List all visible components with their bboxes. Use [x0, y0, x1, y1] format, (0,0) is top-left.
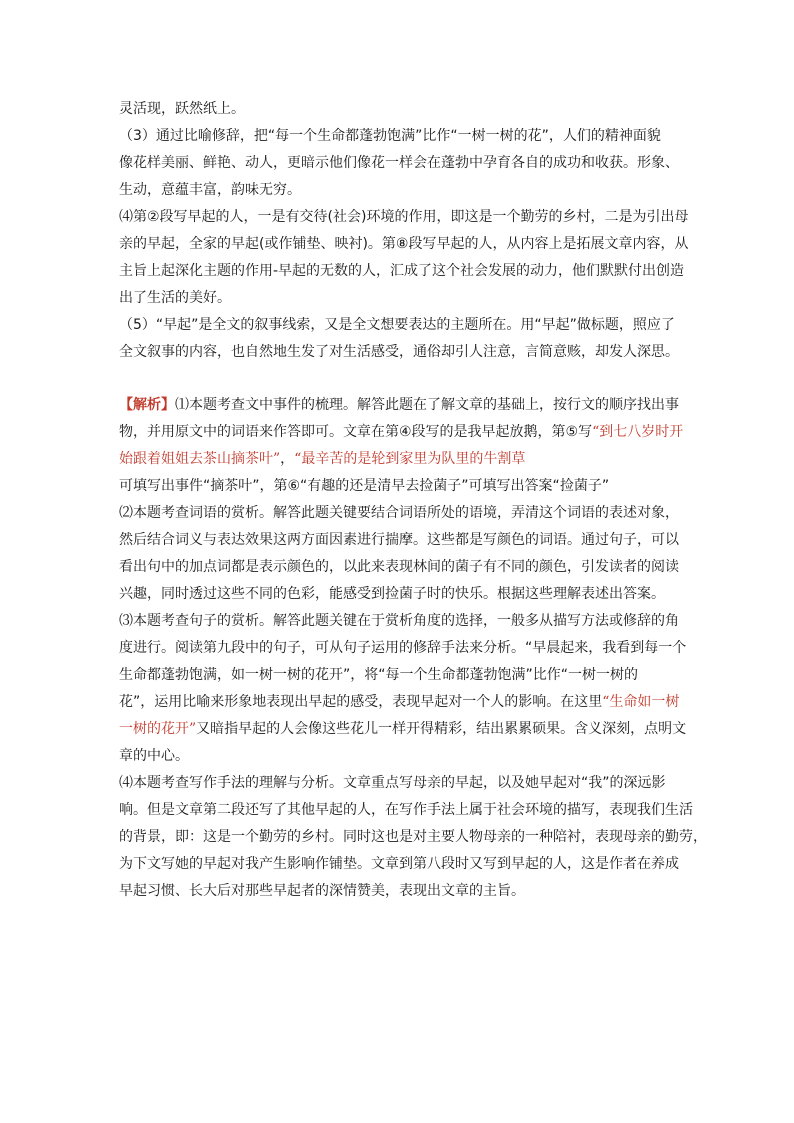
analysis-line-10: 度进行。阅读第九段中的句子，可从句子运用的修辞手法来分析。“早晨起来，我看到每一个 — [119, 640, 687, 656]
analysis-line-4: 可填写出事件“摘茶叶”，第⑥“有趣的还是清早去捡菌子”可填写出答案“捡菌子” — [119, 478, 610, 494]
analysis-line-17: 的背景，即：这是一个勤劳的乡村。同时这也是对主要人物母亲的一种陪衬，表现母亲的勤劳， — [119, 829, 707, 845]
quote-red-4: “生命如一树 — [602, 694, 680, 710]
answer-line-7: 主旨上起深化主题的作用-早起的无数的人，汇成了这个社会发展的动力，他们默默付出创造 — [119, 263, 685, 279]
analysis-line-18: 为下文写她的早起对我产生影响作铺垫。文章到第八段时又写到早起的人，这是作者在养成 — [119, 856, 679, 872]
analysis-line-14: 章的中心。 — [119, 748, 189, 764]
answer-line-3: 像花样美丽、鲜艳、动人，更暗示他们像花一样会在蓬勃中孕育各自的成功和收获。形象、 — [119, 155, 679, 171]
analysis-line-3-comma: ， — [280, 451, 295, 467]
answer-line-9: （5）“早起”是全文的叙事线索，又是全文想要表达的主题所在。用“早起”做标题，照应了 — [119, 317, 675, 333]
analysis-line-12-text: 花”，运用比喻来形象地表现出早起的感受，表现早起对一个人的影响。在这里 — [119, 694, 603, 710]
analysis-label: 【解析】 — [119, 397, 175, 413]
quote-red-3: “最辛苦的是轮到家里为队里的牛割草 — [294, 451, 526, 467]
analysis-line-13-text: 又暗指早起的人会像这些花儿一样开得精彩，结出累累硕果。含义深刻，点明文 — [196, 721, 687, 737]
analysis-line-8: 兴趣，同时透过这些不同的色彩，能感受到捡菌子时的快乐。根据这些理解表述出答案。 — [119, 586, 665, 602]
analysis-line-1 — [119, 392, 679, 419]
answer-line-6: 亲的早起，全家的早起(或作铺垫、映衬)。第⑧段写早起的人，从内容上是拓展文章内容，从 — [119, 236, 689, 252]
analysis-line-1-text: ⑴本题考查文中事件的梳理。解答此题在了解文章的基础上，按行文的顺序找出事 — [175, 397, 679, 413]
document-content — [119, 96, 707, 905]
analysis-line-2-text: 物，并用原文中的词语来作答即可。文章在第④段写的是我早起放鹅，第⑤写 — [119, 424, 593, 440]
answer-line-4: 生动，意蕴丰富，韵味无穷。 — [119, 182, 301, 198]
answer-line-5: ⑷第②段写早起的人，一是有交待(社会)环境的作用，即这是一个勤劳的乡村，二是为引出母 — [119, 209, 689, 225]
analysis-line-16: 响。但是文章第二段还写了其他早起的人，在写作手法上属于社会环境的描写，表现我们生活 — [119, 802, 693, 818]
quote-red-1: “到七八岁时开 — [592, 424, 684, 440]
analysis-line-9: ⑶本题考查句子的赏析。解答此题关键在于赏析角度的选择，一般多从描写方法或修辞的角 — [119, 613, 679, 629]
analysis-line-6: 然后结合词义与表达效果这两方面因素进行揣摩。这些都是写颜色的词语。通过句子，可以 — [119, 532, 679, 548]
analysis-line-13 — [119, 716, 687, 743]
analysis-line-5: ⑵本题考查词语的赏析。解答此题关键要结合词语所处的语境，弄清这个词语的表述对象， — [119, 505, 679, 521]
analysis-line-12 — [119, 689, 679, 716]
answer-line-8: 出了生活的美好。 — [119, 290, 231, 306]
answer-line-2: （3）通过比喻修辞，把“每一个生命都蓬勃饱满”比作“一树一树的花”，人们的精神面貌 — [119, 128, 661, 144]
quote-red-2: 始跟着姐姐去茶山摘茶叶” — [119, 451, 281, 467]
analysis-line-19: 早起习惯、长大后对那些早起者的深情赞美，表现出文章的主旨。 — [119, 883, 525, 899]
analysis-line-15: ⑷本题考查写作手法的理解与分析。文章重点写母亲的早起，以及她早起对“我”的深远影 — [119, 775, 666, 791]
analysis-line-7: 看出句中的加点词都是表示颜色的，以此来表现林间的菌子有不同的颜色，引发读者的阅读 — [119, 559, 679, 575]
answer-line-10: 全文叙事的内容，也自然地生发了对生活感受，通俗却引人注意，言简意赅，却发人深思。 — [119, 344, 679, 360]
section-gap — [119, 366, 679, 392]
quote-red-5: 一树的花开” — [119, 721, 197, 737]
answer-line-1: 灵活现，跃然纸上。 — [119, 101, 245, 117]
analysis-line-2 — [119, 419, 684, 446]
analysis-line-3 — [119, 446, 679, 473]
analysis-line-11: 生命都蓬勃饱满，如一树一树的花开”，将“每一个生命都蓬勃饱满”比作“一树一树的 — [119, 667, 639, 683]
